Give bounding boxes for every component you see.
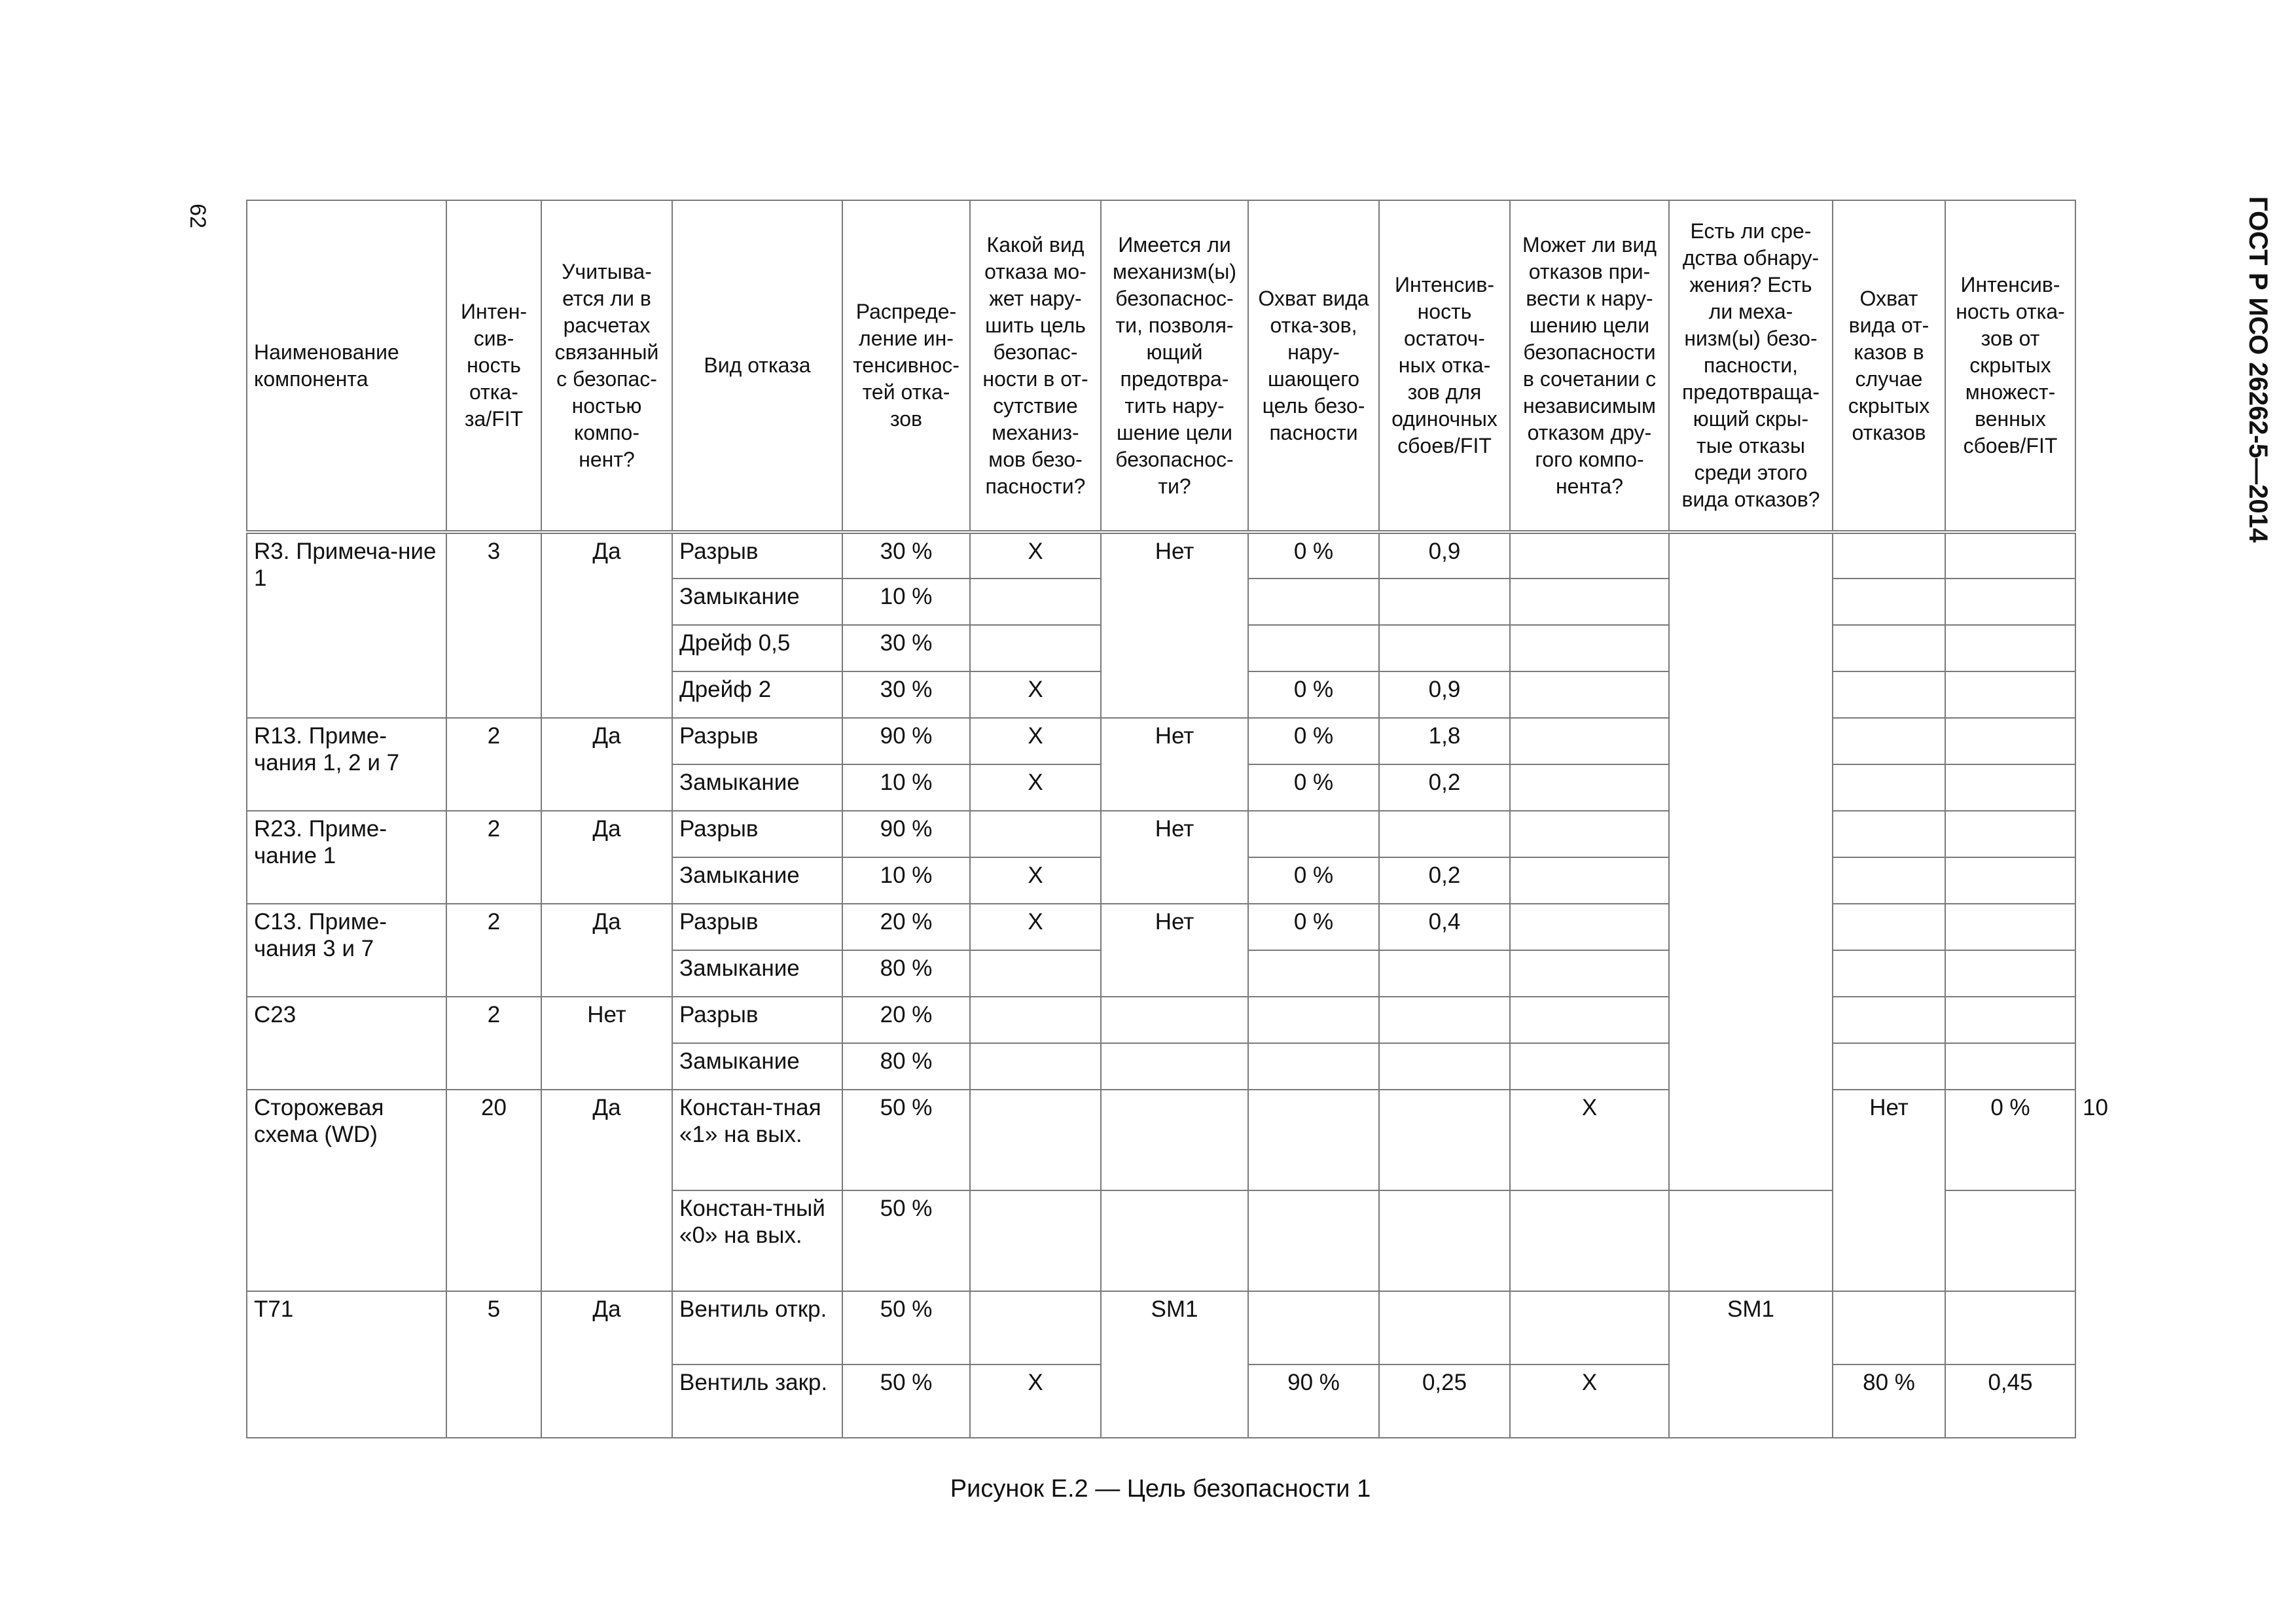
component-safety-related: Да	[541, 1090, 672, 1291]
violates-goal	[970, 625, 1101, 671]
residual-rate	[1379, 1043, 1510, 1090]
distribution: 80 %	[842, 1043, 970, 1090]
coverage	[1248, 579, 1379, 625]
violates-goal	[970, 997, 1101, 1043]
coverage	[1248, 1291, 1379, 1364]
coverage	[1248, 950, 1379, 997]
latent-rate	[1945, 764, 2075, 811]
violates-goal	[970, 1090, 1101, 1190]
violates-goal: X	[970, 1364, 1101, 1438]
violates-goal	[970, 950, 1101, 997]
safety-mechanism	[1101, 1190, 1248, 1291]
header-component-name: Наименование компонента	[247, 200, 446, 532]
distribution: 80 %	[842, 950, 970, 997]
coverage	[1248, 811, 1379, 857]
component-rate: 2	[446, 997, 541, 1090]
detection-means	[1669, 532, 1833, 1190]
residual-rate	[1379, 950, 1510, 997]
latent-rate	[1945, 857, 2075, 904]
failure-mode: Разрыв	[672, 904, 842, 950]
latent-rate	[1945, 811, 2075, 857]
residual-rate	[1379, 1090, 1510, 1190]
fmea-table	[246, 200, 2108, 1438]
distribution: 20 %	[842, 904, 970, 950]
multiple-point	[1510, 1291, 1669, 1364]
component-safety-related: Да	[541, 1291, 672, 1438]
latent-coverage	[1833, 579, 1945, 625]
latent-coverage	[1833, 950, 1945, 997]
coverage	[1248, 1043, 1379, 1090]
safety-mechanism: Нет	[1101, 904, 1248, 997]
header-failure-distribution: Распреде-ление ин-тенсивнос-тей отка-зов	[842, 200, 970, 532]
header-residual-rate: Интенсив-ность остаточ-ных отка-зов для одиночных сбоев/FIT	[1379, 200, 1510, 532]
distribution: 90 %	[842, 811, 970, 857]
latent-rate	[1945, 1043, 2075, 1090]
header-safety-related: Учитыва-ется ли в расчетах связанный с безопас-ностью компо-нент?	[541, 200, 672, 532]
failure-mode: Замыкание	[672, 1043, 842, 1090]
failure-mode: Дрейф 0,5	[672, 625, 842, 671]
coverage	[1248, 997, 1379, 1043]
coverage	[1248, 1090, 1379, 1190]
coverage: 0 %	[1248, 532, 1379, 579]
failure-mode: Замыкание	[672, 764, 842, 811]
latent-rate: 0,45	[1945, 1364, 2075, 1438]
latent-rate	[1945, 532, 2075, 579]
table-body	[247, 532, 2108, 1438]
latent-coverage	[1833, 625, 1945, 671]
failure-mode: Констан-тный «0» на вых.	[672, 1190, 842, 1291]
component-rate: 2	[446, 904, 541, 997]
multiple-point	[1510, 950, 1669, 997]
detection-means: SM1	[1669, 1291, 1833, 1438]
failure-mode: Разрыв	[672, 718, 842, 764]
component-rate: 3	[446, 532, 541, 718]
violates-goal	[970, 1043, 1101, 1090]
header-latent-coverage: Охват вида от-казов в случае скрытых отказов	[1833, 200, 1945, 532]
detection-means: Нет	[1833, 1090, 1945, 1291]
multiple-point	[1510, 904, 1669, 950]
failure-mode: Разрыв	[672, 811, 842, 857]
distribution: 10 %	[842, 579, 970, 625]
distribution: 30 %	[842, 671, 970, 718]
residual-rate	[1379, 811, 1510, 857]
component-name: T71	[247, 1291, 446, 1438]
multiple-point: X	[1510, 1364, 1669, 1438]
latent-coverage	[1833, 997, 1945, 1043]
multiple-point	[1510, 718, 1669, 764]
violates-goal: X	[970, 857, 1101, 904]
violates-goal	[970, 1291, 1101, 1364]
latent-coverage	[1833, 904, 1945, 950]
coverage: 0 %	[1248, 857, 1379, 904]
multiple-point	[1510, 857, 1669, 904]
latent-coverage	[1833, 764, 1945, 811]
latent-coverage	[1833, 857, 1945, 904]
failure-mode: Разрыв	[672, 997, 842, 1043]
multiple-point: X	[1510, 1090, 1669, 1190]
violates-goal: X	[970, 532, 1101, 579]
distribution: 50 %	[842, 1190, 970, 1291]
table-row	[247, 1291, 2075, 1364]
residual-rate	[1379, 625, 1510, 671]
residual-rate: 0,2	[1379, 857, 1510, 904]
residual-rate	[1379, 579, 1510, 625]
violates-goal	[970, 1190, 1101, 1291]
residual-rate: 0,9	[1379, 532, 1510, 579]
component-name: R3. Примеча-ние 1	[247, 532, 446, 718]
safety-mechanism	[1101, 1043, 1248, 1090]
coverage: 0 %	[1248, 764, 1379, 811]
latent-coverage	[1833, 671, 1945, 718]
violates-goal: X	[970, 904, 1101, 950]
coverage: 0 %	[1248, 718, 1379, 764]
table-row	[247, 532, 2075, 579]
coverage	[1248, 625, 1379, 671]
multiple-point	[1510, 764, 1669, 811]
latent-rate	[1945, 579, 2075, 625]
latent-coverage: 80 %	[1833, 1364, 1945, 1438]
safety-mechanism: Нет	[1101, 532, 1248, 718]
violates-goal	[970, 811, 1101, 857]
table-row: Сторожевая схема (WD) 20 Да Констан-тная «1» на вых. 50 % X Нет 0 % 10	[247, 1090, 2075, 1190]
component-safety-related: Да	[541, 811, 672, 904]
latent-rate	[1945, 718, 2075, 764]
multiple-point	[1510, 1043, 1669, 1090]
component-name: R13. Приме-чания 1, 2 и 7	[247, 718, 446, 811]
coverage: 0 %	[1248, 904, 1379, 950]
multiple-point	[1510, 579, 1669, 625]
component-safety-related: Да	[541, 532, 672, 718]
latent-rate	[1945, 1190, 2075, 1291]
component-safety-related: Да	[541, 904, 672, 997]
header-detection-means: Есть ли сре-дства обнару-жения? Есть ли меха-низм(ы) безо-пасности, предотвраща-ющий скры-тые отказы среди этого вида отказов?	[1669, 200, 1833, 532]
component-rate: 20	[446, 1090, 541, 1291]
latent-coverage	[1833, 1291, 1945, 1364]
component-safety-related: Нет	[541, 997, 672, 1090]
header-multiple-point: Может ли вид отказов при-вести к нару-шению цели безопасности в сочетании с независимым отказом дру-гого компо-нента?	[1510, 200, 1669, 532]
header-failure-mode-coverage: Охват вида отка-зов, нару-шающего цель безо-пасности	[1248, 200, 1379, 532]
coverage	[1248, 1190, 1379, 1291]
residual-rate	[1379, 1291, 1510, 1364]
distribution: 20 %	[842, 997, 970, 1043]
component-name: C23	[247, 997, 446, 1090]
failure-mode: Вентиль закр.	[672, 1364, 842, 1438]
distribution: 50 %	[842, 1364, 970, 1438]
latent-coverage	[1833, 811, 1945, 857]
latent-coverage	[1669, 1190, 1833, 1291]
distribution: 10 %	[842, 764, 970, 811]
distribution: 50 %	[842, 1090, 970, 1190]
component-name: Сторожевая схема (WD)	[247, 1090, 446, 1291]
violates-goal	[970, 579, 1101, 625]
safety-mechanism	[1101, 1090, 1248, 1190]
safety-mechanism: Нет	[1101, 811, 1248, 904]
component-safety-related: Да	[541, 718, 672, 811]
latent-rate	[1945, 1291, 2075, 1364]
failure-mode: Замыкание	[672, 579, 842, 625]
distribution: 10 %	[842, 857, 970, 904]
failure-mode: Вентиль откр.	[672, 1291, 842, 1364]
latent-rate	[1945, 950, 2075, 997]
residual-rate	[1379, 997, 1510, 1043]
latent-coverage: 0 %	[1945, 1090, 2075, 1190]
component-rate: 5	[446, 1291, 541, 1438]
header-failure-rate: Интен-сив-ность отка-за/FIT	[446, 200, 541, 532]
safety-mechanism: Нет	[1101, 718, 1248, 811]
latent-rate	[1945, 625, 2075, 671]
standard-header: ГОСТ Р ИСО 26262-5—2014	[2244, 196, 2272, 543]
coverage: 90 %	[1248, 1364, 1379, 1438]
fmea-table-wrap	[246, 200, 2108, 1438]
header-failure-mode: Вид отказа	[672, 200, 842, 532]
distribution: 50 %	[842, 1291, 970, 1364]
residual-rate: 0,9	[1379, 671, 1510, 718]
residual-rate: 0,2	[1379, 764, 1510, 811]
coverage: 0 %	[1248, 671, 1379, 718]
residual-rate: 0,25	[1379, 1364, 1510, 1438]
multiple-point	[1510, 1190, 1669, 1291]
residual-rate	[1379, 1190, 1510, 1291]
safety-mechanism: SM1	[1101, 1291, 1248, 1438]
component-name: C13. Приме-чания 3 и 7	[247, 904, 446, 997]
header-row	[247, 200, 2075, 532]
violates-goal: X	[970, 718, 1101, 764]
header-latent-rate: Интенсив-ность отка-зов от скрытых множест-венных сбоев/FIT	[1945, 200, 2075, 532]
header-safety-mechanism: Имеется ли механизм(ы) безопаснос-ти, позволя-ющий предотвра-тить нару-шение цели безопаснос-ти?	[1101, 200, 1248, 532]
component-rate: 2	[446, 718, 541, 811]
multiple-point	[1510, 997, 1669, 1043]
header-violates-goal: Какой вид отказа мо-жет нару-шить цель безопас-ности в от-сутствие механиз-мов безо-пасности?	[970, 200, 1101, 532]
component-name: R23. Приме-чание 1	[247, 811, 446, 904]
multiple-point	[1510, 811, 1669, 857]
residual-rate: 0,4	[1379, 904, 1510, 950]
distribution: 30 %	[842, 625, 970, 671]
multiple-point	[1510, 532, 1669, 579]
latent-coverage	[1833, 532, 1945, 579]
figure-caption: Рисунок E.2 — Цель безопасности 1	[950, 1475, 1371, 1503]
failure-mode: Констан-тная «1» на вых.	[672, 1090, 842, 1190]
multiple-point	[1510, 625, 1669, 671]
distribution: 30 %	[842, 532, 970, 579]
safety-mechanism	[1101, 997, 1248, 1043]
violates-goal: X	[970, 671, 1101, 718]
latent-coverage	[1833, 1043, 1945, 1090]
component-rate: 2	[446, 811, 541, 904]
page-number: 62	[185, 204, 210, 228]
distribution: 90 %	[842, 718, 970, 764]
failure-mode: Замыкание	[672, 857, 842, 904]
multiple-point	[1510, 671, 1669, 718]
latent-rate	[1945, 997, 2075, 1043]
latent-rate	[1945, 671, 2075, 718]
residual-rate: 1,8	[1379, 718, 1510, 764]
failure-mode: Дрейф 2	[672, 671, 842, 718]
failure-mode: Замыкание	[672, 950, 842, 997]
latent-rate	[1945, 904, 2075, 950]
violates-goal: X	[970, 764, 1101, 811]
latent-coverage	[1833, 718, 1945, 764]
failure-mode: Разрыв	[672, 532, 842, 579]
